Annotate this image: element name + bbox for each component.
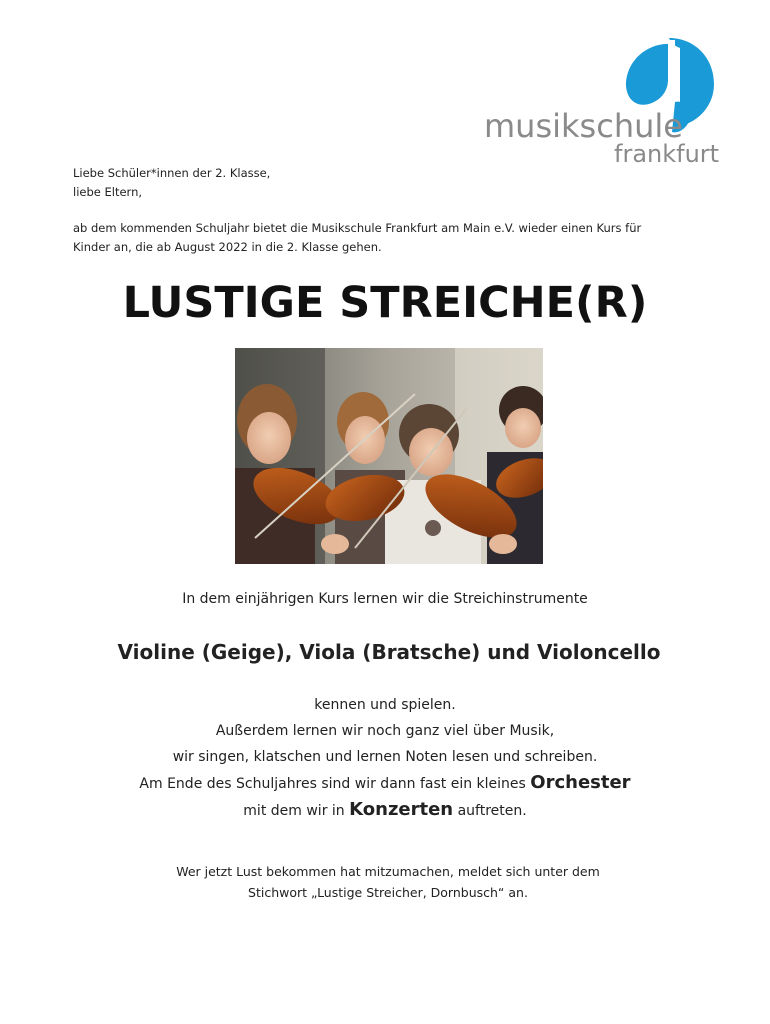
- children-with-violins-photo: [235, 348, 543, 564]
- body-line-2: Außerdem lernen wir noch ganz viel über Musik,: [215, 723, 555, 739]
- closing-line-1: Wer jetzt Lust bekommen hat mitzumachen, meldet sich unter dem: [176, 864, 600, 879]
- body-line-5-text: mit dem wir in: [243, 803, 350, 819]
- body-line-3: wir singen, klatschen und lernen Noten lesen und schreiben.: [172, 749, 598, 765]
- instruments-heading: Violine (Geige), Viola (Bratsche) und Violoncello: [117, 640, 661, 664]
- closing-paragraph: [0, 861, 770, 903]
- page-title: LUSTIGE STREICHE(R): [122, 278, 648, 328]
- logo-word-musikschule: musikschule: [484, 107, 683, 145]
- course-description: [0, 692, 770, 824]
- intro-line-2: Kinder an, die ab August 2022 in die 2. Klasse gehen.: [73, 240, 382, 254]
- intro-line-1: ab dem kommenden Schuljahr bietet die Musikschule Frankfurt am Main e.V. wieder einen Kurs für: [73, 221, 642, 235]
- intro-paragraph: [73, 219, 713, 257]
- orchester-emphasis: Orchester: [530, 772, 631, 793]
- greeting-line-2: liebe Eltern,: [73, 185, 143, 199]
- photo-illustration: [235, 348, 543, 564]
- body-line-5-end: auftreten.: [453, 803, 527, 819]
- course-intro-line: In dem einjährigen Kurs lernen wir die Streichinstrumente: [182, 591, 588, 607]
- greeting: [73, 164, 270, 202]
- greeting-line-1: Liebe Schüler*innen der 2. Klasse,: [73, 166, 271, 180]
- body-line-1: kennen und spielen.: [314, 697, 456, 713]
- closing-line-2: Stichwort „Lustige Streicher, Dornbusch“ an.: [248, 885, 528, 900]
- musikschule-logo: [478, 36, 728, 170]
- body-line-4: [0, 770, 770, 797]
- body-line-4-text: Am Ende des Schuljahres sind wir dann fast ein kleines: [139, 776, 531, 792]
- body-line-5: [0, 797, 770, 824]
- konzerten-emphasis: Konzerten: [349, 799, 454, 820]
- logo-word-frankfurt: frankfurt: [614, 140, 720, 168]
